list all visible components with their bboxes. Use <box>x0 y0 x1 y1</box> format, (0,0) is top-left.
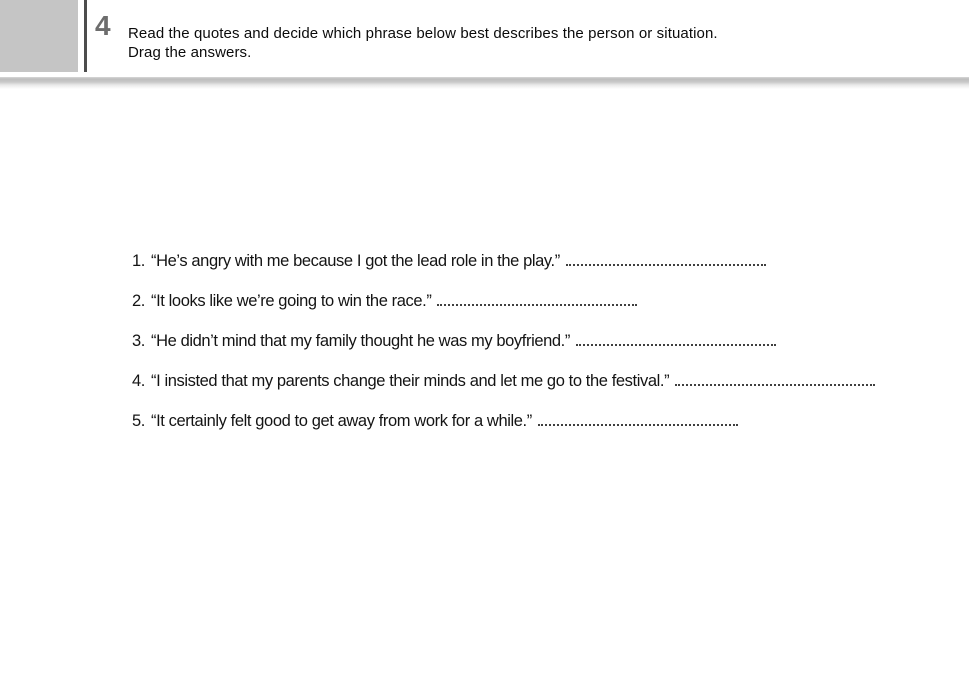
quote-list <box>132 241 959 441</box>
quote-row <box>132 281 959 321</box>
quote-number: 1. <box>132 252 145 270</box>
answer-drop-zone[interactable] <box>576 341 776 346</box>
answer-drop-zone[interactable] <box>566 261 766 266</box>
instructions-line-2: Drag the answers. <box>128 44 252 61</box>
answer-drop-zone[interactable] <box>675 381 875 386</box>
answer-drop-zone[interactable] <box>437 301 637 306</box>
quote-row <box>132 361 959 401</box>
answer-drop-zone[interactable] <box>538 421 738 426</box>
quote-number: 5. <box>132 412 145 430</box>
exercise-number: 4 <box>95 10 111 41</box>
quote-number: 4. <box>132 372 145 390</box>
quote-text: “He didn’t mind that my family thought he was my boyfriend.” <box>151 332 570 350</box>
quote-text: “It certainly felt good to get away from work for a while.” <box>151 412 532 430</box>
instructions-line-1: Read the quotes and decide which phrase below best describes the person or situation. <box>128 25 718 42</box>
quote-number: 3. <box>132 332 145 350</box>
quote-number: 2. <box>132 292 145 310</box>
quote-row <box>132 321 959 361</box>
vertical-rule <box>84 0 87 72</box>
quote-text: “It looks like we’re going to win the race.” <box>151 292 432 310</box>
quote-row <box>132 401 959 441</box>
corner-block <box>0 0 78 72</box>
quote-row <box>132 241 959 281</box>
header-divider <box>0 77 969 89</box>
instructions <box>128 24 718 62</box>
quote-text: “I insisted that my parents change their minds and let me go to the festival.” <box>151 372 670 390</box>
quote-text: “He’s angry with me because I got the lead role in the play.” <box>151 252 560 270</box>
